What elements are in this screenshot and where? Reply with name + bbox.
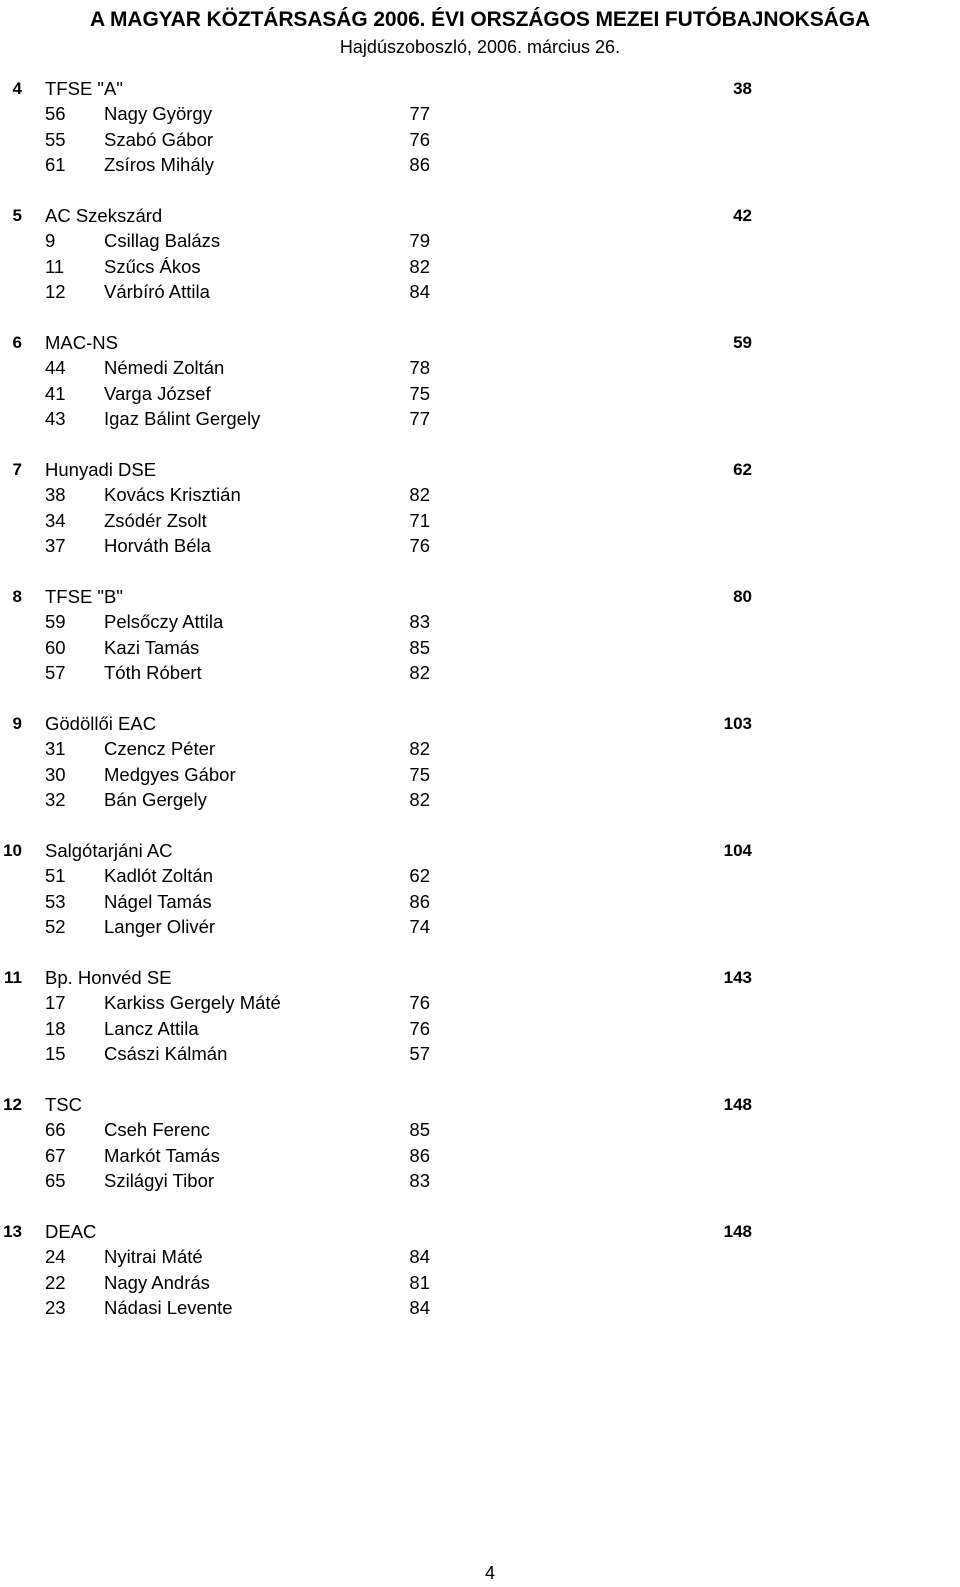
- team-score: 143: [723, 968, 752, 987]
- runner-row: [0, 1168, 960, 1193]
- runner-row: [0, 228, 960, 253]
- team-header-row: [0, 711, 960, 736]
- team-rank: 4: [12, 79, 22, 98]
- runner-place: 76: [409, 128, 430, 150]
- runner-row: [0, 736, 960, 761]
- team-header-row: [0, 965, 960, 990]
- runner-bib-number: 56: [45, 103, 66, 125]
- runner-name: Tóth Róbert: [104, 661, 202, 683]
- team-rank: 12: [3, 1095, 22, 1114]
- team-rank: 5: [12, 206, 22, 225]
- runner-place: 85: [409, 1119, 430, 1141]
- runner-place: 83: [409, 611, 430, 633]
- runner-bib-number: 34: [45, 509, 66, 531]
- runner-row: [0, 1143, 960, 1168]
- team-name: Hunyadi DSE: [45, 459, 157, 480]
- runner-bib-number: 18: [45, 1017, 66, 1039]
- team-score: 148: [723, 1222, 752, 1241]
- runner-name: Igaz Bálint Gergely: [104, 407, 261, 429]
- runner-place: 86: [409, 890, 430, 912]
- team-score: 104: [723, 841, 752, 860]
- team-block: [0, 711, 960, 838]
- runner-row: [0, 889, 960, 914]
- runner-bib-number: 61: [45, 153, 66, 175]
- runner-place: 85: [409, 636, 430, 658]
- runner-row: [0, 914, 960, 939]
- runner-row: [0, 406, 960, 431]
- runner-name: Nyitrai Máté: [104, 1246, 203, 1268]
- runner-row: [0, 279, 960, 304]
- runner-row: [0, 660, 960, 685]
- runner-place: 86: [409, 1144, 430, 1166]
- runner-row: [0, 355, 960, 380]
- team-score: 59: [733, 333, 752, 352]
- runner-bib-number: 11: [45, 255, 65, 277]
- runner-name: Markót Tamás: [104, 1144, 220, 1166]
- runner-name: Nádasi Levente: [104, 1296, 233, 1318]
- team-header-row: [0, 838, 960, 863]
- team-header-row: [0, 584, 960, 609]
- runner-bib-number: 22: [45, 1271, 66, 1293]
- runner-place: 82: [409, 255, 430, 277]
- team-name: Bp. Honvéd SE: [45, 967, 172, 988]
- runner-name: Nagy András: [104, 1271, 210, 1293]
- runner-bib-number: 12: [45, 280, 66, 302]
- team-header-row: [0, 1219, 960, 1244]
- runner-row: [0, 101, 960, 126]
- runner-place: 83: [409, 1169, 430, 1191]
- runner-name: Császi Kálmán: [104, 1042, 228, 1064]
- team-results-list: [0, 76, 960, 1346]
- runner-place: 75: [409, 763, 430, 785]
- runner-bib-number: 24: [45, 1246, 66, 1268]
- team-name: AC Szekszárd: [45, 205, 163, 226]
- team-block: [0, 1219, 960, 1346]
- page-number: 4: [485, 1563, 496, 1583]
- team-name: Gödöllői EAC: [45, 713, 157, 734]
- runner-name: Lancz Attila: [104, 1017, 199, 1039]
- runner-name: Zsíros Mihály: [104, 153, 214, 175]
- runner-row: [0, 1270, 960, 1295]
- runner-bib-number: 65: [45, 1169, 66, 1191]
- team-rank: 11: [4, 968, 22, 987]
- team-name: DEAC: [45, 1221, 97, 1242]
- runner-bib-number: 30: [45, 763, 66, 785]
- runner-place: 81: [409, 1271, 430, 1293]
- team-name: TSC: [45, 1094, 82, 1115]
- team-block: [0, 203, 960, 330]
- runner-name: Kazi Tamás: [104, 636, 200, 658]
- team-rank: 8: [12, 587, 22, 606]
- runner-name: Szűcs Ákos: [104, 255, 201, 277]
- runner-bib-number: 55: [45, 128, 66, 150]
- runner-row: [0, 1295, 960, 1320]
- runner-row: [0, 609, 960, 634]
- runner-row: [0, 1041, 960, 1066]
- team-block: [0, 457, 960, 584]
- team-rank: 9: [12, 714, 22, 733]
- runner-place: 71: [409, 509, 430, 531]
- team-block: [0, 76, 960, 203]
- runner-row: [0, 635, 960, 660]
- runner-place: 86: [409, 153, 430, 175]
- runner-name: Nagy György: [104, 103, 212, 125]
- runner-bib-number: 53: [45, 890, 66, 912]
- team-block: [0, 965, 960, 1092]
- team-score: 103: [723, 714, 752, 733]
- runner-name: Medgyes Gábor: [104, 763, 236, 785]
- runner-place: 76: [409, 1017, 430, 1039]
- runner-name: Karkiss Gergely Máté: [104, 992, 281, 1014]
- runner-bib-number: 43: [45, 407, 66, 429]
- runner-bib-number: 44: [45, 357, 66, 379]
- runner-row: [0, 1016, 960, 1041]
- runner-place: 74: [409, 915, 430, 937]
- team-header-row: [0, 203, 960, 228]
- runner-row: [0, 127, 960, 152]
- team-score: 148: [723, 1095, 752, 1114]
- runner-place: 75: [409, 382, 430, 404]
- runner-row: [0, 787, 960, 812]
- runner-bib-number: 9: [45, 230, 56, 252]
- runner-name: Némedi Zoltán: [104, 357, 225, 379]
- runner-bib-number: 23: [45, 1296, 66, 1318]
- runner-name: Cseh Ferenc: [104, 1119, 210, 1141]
- runner-row: [0, 482, 960, 507]
- runner-bib-number: 57: [45, 661, 66, 683]
- runner-bib-number: 38: [45, 484, 66, 506]
- runner-name: Varga József: [104, 382, 211, 404]
- runner-name: Szilágyi Tibor: [104, 1169, 215, 1191]
- runner-bib-number: 37: [45, 534, 66, 556]
- runner-place: 84: [409, 1246, 430, 1268]
- runner-name: Pelsőczy Attila: [104, 611, 224, 633]
- runner-row: [0, 990, 960, 1015]
- runner-name: Nágel Tamás: [104, 890, 212, 912]
- runner-bib-number: 31: [45, 738, 66, 760]
- runner-name: Kovács Krisztián: [104, 484, 241, 506]
- team-rank: 6: [12, 333, 22, 352]
- runner-place: 84: [409, 280, 430, 302]
- runner-place: 76: [409, 534, 430, 556]
- team-block: [0, 1092, 960, 1219]
- runner-place: 76: [409, 992, 430, 1014]
- team-score: 80: [733, 587, 752, 606]
- team-block: [0, 330, 960, 457]
- team-score: 42: [733, 206, 752, 225]
- team-name: TFSE "A": [45, 78, 123, 99]
- runner-row: [0, 381, 960, 406]
- runner-name: Horváth Béla: [104, 534, 211, 556]
- runner-row: [0, 254, 960, 279]
- runner-bib-number: 32: [45, 788, 66, 810]
- team-score: 38: [733, 79, 752, 98]
- team-score: 62: [733, 460, 752, 479]
- runner-place: 57: [409, 1042, 430, 1064]
- runner-row: [0, 863, 960, 888]
- runner-name: Bán Gergely: [104, 788, 207, 810]
- runner-row: [0, 1244, 960, 1269]
- runner-name: Csillag Balázs: [104, 230, 221, 252]
- runner-place: 77: [409, 407, 430, 429]
- runner-name: Várbíró Attila: [104, 280, 210, 302]
- runner-name: Szabó Gábor: [104, 128, 214, 150]
- team-header-row: [0, 1092, 960, 1117]
- runner-bib-number: 52: [45, 915, 66, 937]
- runner-place: 82: [409, 738, 430, 760]
- runner-row: [0, 508, 960, 533]
- runner-bib-number: 66: [45, 1119, 66, 1141]
- team-rank: 13: [3, 1222, 22, 1241]
- team-rank: 7: [12, 460, 22, 479]
- runner-name: Kadlót Zoltán: [104, 865, 214, 887]
- team-header-row: [0, 76, 960, 101]
- runner-bib-number: 59: [45, 611, 66, 633]
- page-subtitle: Hajdúszoboszló, 2006. március 26.: [339, 37, 621, 57]
- runner-place: 82: [409, 788, 430, 810]
- runner-place: 62: [409, 865, 430, 887]
- team-name: MAC-NS: [45, 332, 118, 353]
- runner-bib-number: 51: [45, 865, 66, 887]
- team-block: [0, 838, 960, 965]
- runner-bib-number: 17: [45, 992, 66, 1014]
- team-header-row: [0, 457, 960, 482]
- runner-bib-number: 60: [45, 636, 66, 658]
- runner-row: [0, 533, 960, 558]
- runner-place: 82: [409, 484, 430, 506]
- runner-bib-number: 15: [45, 1042, 66, 1064]
- team-block: [0, 584, 960, 711]
- runner-name: Czencz Péter: [104, 738, 216, 760]
- runner-place: 77: [409, 103, 430, 125]
- runner-name: Zsódér Zsolt: [104, 509, 207, 531]
- runner-name: Langer Olivér: [104, 915, 216, 937]
- runner-place: 78: [409, 357, 430, 379]
- team-rank: 10: [3, 841, 22, 860]
- page-title: A MAGYAR KÖZTÁRSASÁG 2006. ÉVI ORSZÁGOS MEZEI FUTÓBAJNOKSÁGA: [89, 8, 871, 31]
- runner-place: 79: [409, 230, 430, 252]
- team-name: Salgótarjáni AC: [45, 840, 173, 861]
- runner-row: [0, 152, 960, 177]
- runner-bib-number: 41: [45, 382, 66, 404]
- runner-place: 82: [409, 661, 430, 683]
- runner-place: 84: [409, 1296, 430, 1318]
- team-name: TFSE "B": [45, 586, 123, 607]
- team-header-row: [0, 330, 960, 355]
- runner-row: [0, 1117, 960, 1142]
- runner-bib-number: 67: [45, 1144, 66, 1166]
- runner-row: [0, 762, 960, 787]
